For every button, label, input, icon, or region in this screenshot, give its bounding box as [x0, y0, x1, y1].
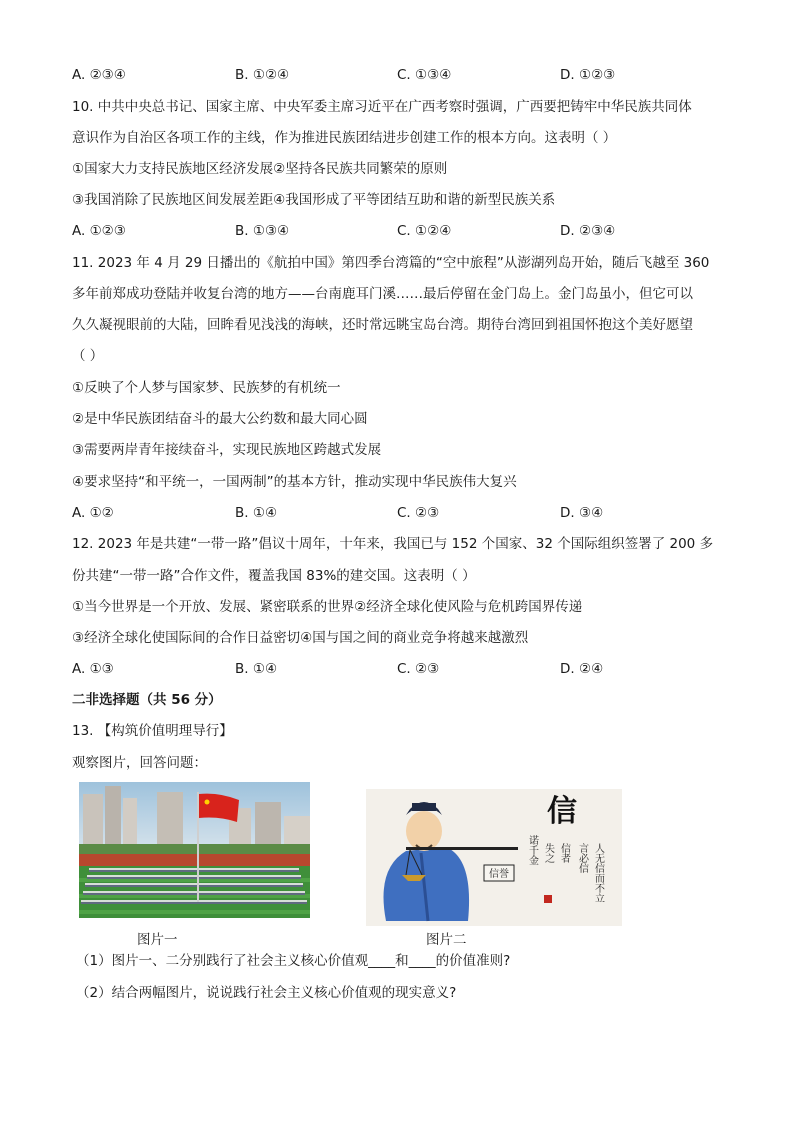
q13-instruction: 观察图片，回答问题：	[72, 755, 207, 771]
option-a: A. ①②③	[72, 223, 126, 239]
calligraphy-col-3: 信者	[558, 843, 570, 863]
calligraphy-col-4: 失之	[542, 843, 554, 863]
big-character: 信	[547, 794, 577, 829]
figure-1-caption: 图片一	[137, 932, 178, 948]
q11-item2: ②是中华民族团结奋斗的最大公约数和最大同心圆	[72, 411, 368, 427]
option-c: C. ②③	[397, 661, 440, 677]
q12-item-line1: ①当今世界是一个开放、发展、紧密联系的世界②经济全球化使风险与危机跨国界传递	[72, 599, 583, 615]
figure-2-cartoon	[366, 789, 622, 926]
option-b: B. ①②④	[235, 67, 290, 83]
q12-stem-line1: 12. 2023 年是共建“一带一路”倡议十周年，十年来，我国已与 152 个国家、32 个国际组织签署了 200 多	[72, 536, 714, 552]
option-c: C. ①②④	[397, 223, 452, 239]
q9-options	[72, 65, 732, 85]
q11-item1: ①反映了个人梦与国家梦、民族梦的有机统一	[72, 380, 341, 396]
q11-options	[72, 503, 732, 523]
option-b: B. ①③④	[235, 223, 290, 239]
integrity-cartoon-illustration	[366, 789, 622, 926]
q10-options	[72, 221, 732, 241]
section-title: 二非选择题（共 56 分）	[72, 692, 222, 708]
q11-item3: ③需要两岸青年接续奋斗，实现民族地区跨越式发展	[72, 442, 382, 458]
q11-item4: ④要求坚持“和平统一，一国两制”的基本方针，推动实现中华民族伟大复兴	[72, 474, 517, 490]
figure-2-caption: 图片二	[426, 932, 467, 948]
figure-1-photo	[79, 782, 310, 918]
q11-stem-line2: 多年前郑成功登陆并收复台湾的地方——台南鹿耳门溪……最后停留在金门岛上。金门岛虽小，但它可以	[72, 286, 693, 302]
calligraphy-col-5: 诺千金	[526, 835, 538, 865]
option-d: D. ②④	[560, 661, 604, 677]
option-b: B. ①④	[235, 505, 278, 521]
q11-stem-line1: 11. 2023 年 4 月 29 日播出的《航拍中国》第四季台湾篇的“空中旅程”从澎湖列岛开始，随后飞越至 360	[72, 255, 710, 271]
option-b: B. ①④	[235, 661, 278, 677]
option-a: A. ①②	[72, 505, 114, 521]
option-a: A. ①③	[72, 661, 114, 677]
flag-ceremony-illustration	[79, 782, 310, 918]
q12-options	[72, 659, 732, 679]
plaque-text: 信誉	[489, 869, 509, 880]
q13-sub1: （1）图片一、二分别践行了社会主义核心价值观____和____的价值准则?	[76, 953, 511, 969]
q10-item-line2: ③我国消除了民族地区间发展差距④我国形成了平等团结互助和谐的新型民族关系	[72, 192, 556, 208]
q12-stem-line2: 份共建“一带一路”合作文件，覆盖我国 83%的建交国。这表明（ ）	[72, 568, 476, 584]
option-d: D. ③④	[560, 505, 604, 521]
q10-stem-line1: 10. 中共中央总书记、国家主席、中央军委主席习近平在广西考察时强调，广西要把铸牢中华民族共同体	[72, 99, 692, 115]
option-d: D. ②③④	[560, 223, 616, 239]
option-c: C. ②③	[397, 505, 440, 521]
option-c: C. ①③④	[397, 67, 452, 83]
q13-title: 13. 【构筑价值明理导行】	[72, 723, 233, 739]
calligraphy-col-1: 人无信而不立	[592, 843, 604, 903]
q11-stem-line3: 久久凝视眼前的大陆，回眸看见浅浅的海峡，还时常远眺宝岛台湾。期待台湾回到祖国怀抱这个美好愿望	[72, 317, 693, 333]
calligraphy-col-2: 言必信	[576, 843, 588, 873]
q10-stem-line2: 意识作为自治区各项工作的主线，作为推进民族团结进步创建工作的根本方向。这表明（ ）	[72, 130, 617, 146]
q12-item-line2: ③经济全球化使国际间的合作日益密切④国与国之间的商业竞争将越来越激烈	[72, 630, 529, 646]
q11-stem-line4: （ ）	[72, 348, 104, 364]
q10-item-line1: ①国家大力支持民族地区经济发展②坚持各民族共同繁荣的原则	[72, 161, 448, 177]
q13-sub2: （2）结合两幅图片，说说践行社会主义核心价值观的现实意义?	[76, 985, 457, 1001]
option-a: A. ②③④	[72, 67, 126, 83]
option-d: D. ①②③	[560, 67, 616, 83]
